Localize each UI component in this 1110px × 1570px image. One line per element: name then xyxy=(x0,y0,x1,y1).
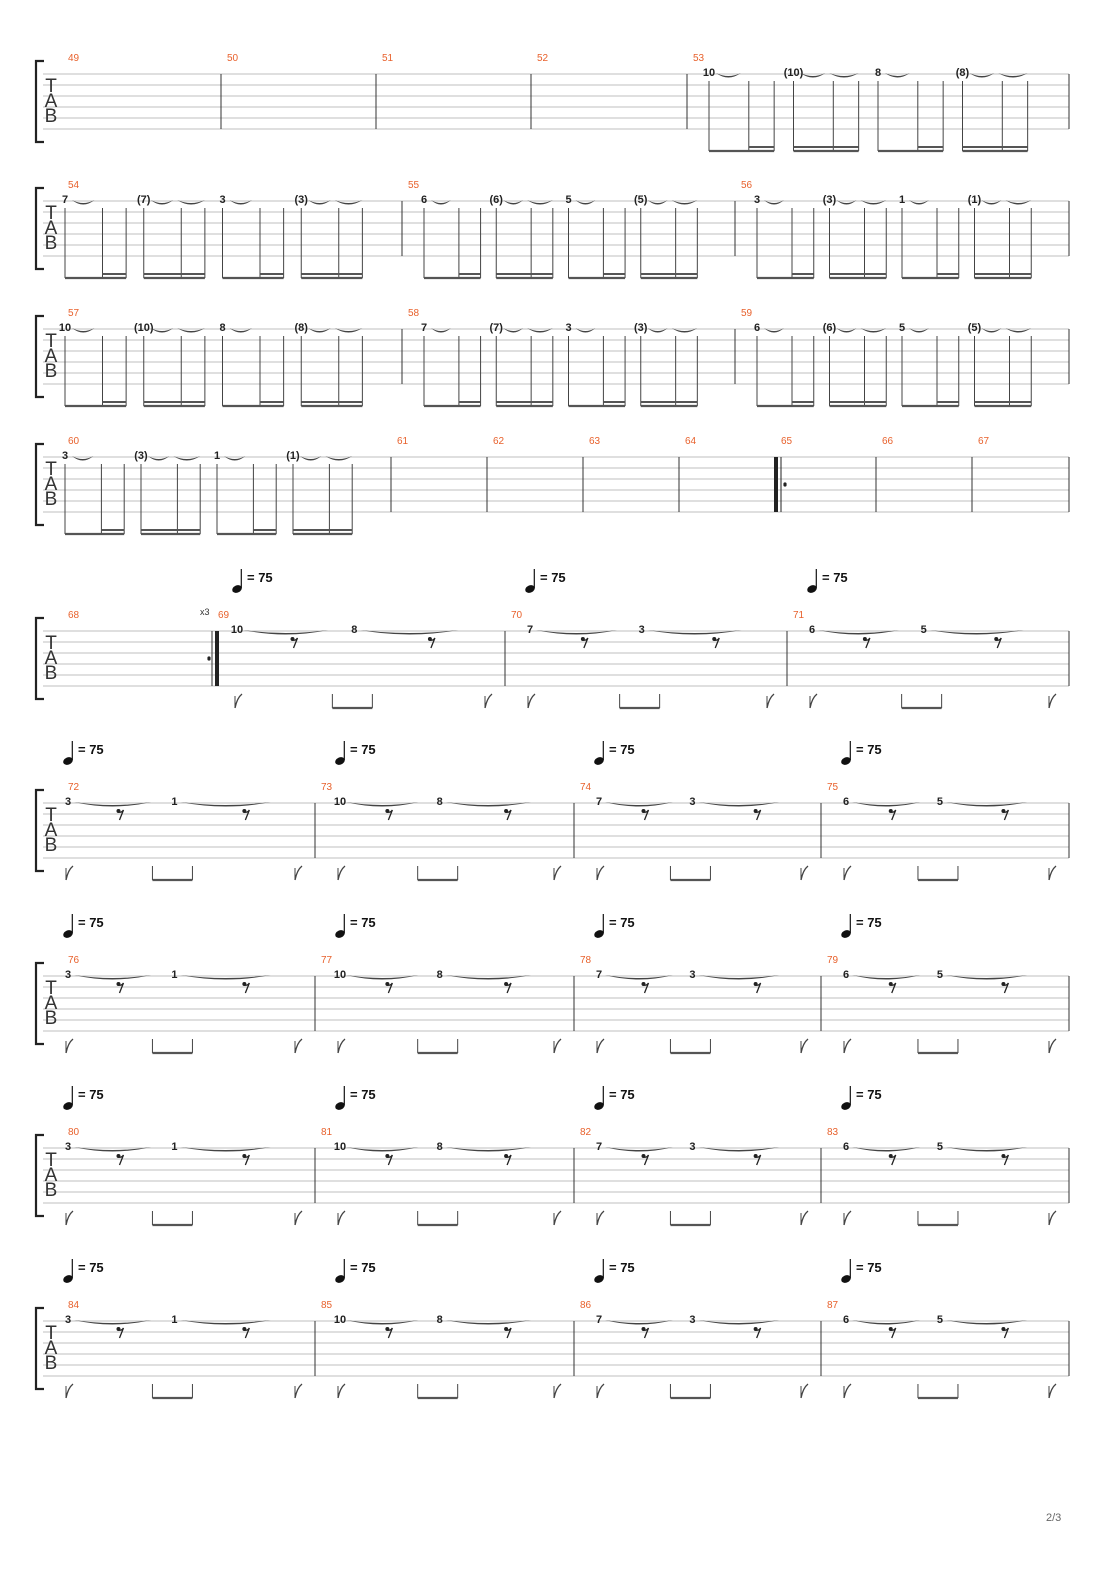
tab-clef-letter: A xyxy=(44,218,58,239)
measure xyxy=(408,180,735,278)
fret-number: 7 xyxy=(61,194,69,206)
system-bracket xyxy=(36,963,44,1044)
tempo-marking: = 75 xyxy=(609,742,635,757)
measure-number: 57 xyxy=(68,308,80,319)
tab-clef-letter: B xyxy=(44,663,58,684)
fret-number: 1 xyxy=(213,450,221,462)
note-flag xyxy=(767,694,774,708)
fret-number: 6 xyxy=(842,1314,850,1326)
measure xyxy=(408,308,735,406)
fret-number: 3 xyxy=(64,796,72,808)
fret-number: 8 xyxy=(436,1314,443,1326)
fret-number: 5 xyxy=(936,1314,944,1326)
measure xyxy=(580,1259,821,1398)
tempo-marking: = 75 xyxy=(350,1260,376,1275)
measure-number: 74 xyxy=(580,782,592,793)
tab-clef-letter: A xyxy=(44,91,58,112)
measure xyxy=(827,1086,1069,1225)
fret-number: 10 xyxy=(333,1141,347,1153)
measure-number: 64 xyxy=(685,436,697,447)
note-flag xyxy=(1049,866,1056,880)
staff-system xyxy=(36,741,1069,880)
system-bracket xyxy=(36,1308,44,1389)
note-flag xyxy=(801,866,808,880)
fret-number: 8 xyxy=(874,67,882,79)
fret-number: 5 xyxy=(920,624,927,636)
note-flag xyxy=(295,1384,302,1398)
measure-number: 62 xyxy=(493,436,505,447)
system-bracket xyxy=(36,61,44,142)
fret-number: 8 xyxy=(351,624,358,636)
tab-clef-letter: A xyxy=(44,1338,58,1359)
fret-number: 10 xyxy=(702,67,716,79)
measure-number: 81 xyxy=(321,1127,333,1138)
measure-number: 77 xyxy=(321,955,333,966)
measure xyxy=(321,1086,574,1225)
note-flag xyxy=(844,1384,851,1398)
note-flag xyxy=(597,1039,604,1053)
fret-number: 5 xyxy=(565,194,572,206)
measure-number: 67 xyxy=(978,436,990,447)
measure-number: 54 xyxy=(68,180,80,191)
note-flag xyxy=(554,1384,561,1398)
measure xyxy=(321,914,574,1053)
fret-number: 3 xyxy=(219,194,226,206)
measure-number: 73 xyxy=(321,782,333,793)
fret-number: 6 xyxy=(753,322,761,334)
tab-clef-letter: T xyxy=(45,331,57,352)
measure-number: 68 xyxy=(68,610,80,621)
tab-clef-letter: T xyxy=(45,633,57,654)
fret-number: 6 xyxy=(842,1141,850,1153)
note-flag xyxy=(1049,694,1056,708)
tab-clef-letter: A xyxy=(44,346,58,367)
tab-clef-letter: A xyxy=(44,648,58,669)
fret-number: 5 xyxy=(936,969,944,981)
fret-number: 1 xyxy=(898,194,906,206)
measure xyxy=(59,308,402,406)
fret-number: 8 xyxy=(436,1141,443,1153)
fret-number: (10) xyxy=(783,67,804,79)
staff-system xyxy=(36,914,1069,1053)
tab-clef-letter: B xyxy=(44,489,58,510)
measure xyxy=(793,569,1069,708)
system-bracket xyxy=(36,444,44,525)
tempo-marking: = 75 xyxy=(609,1260,635,1275)
tempo-marking: = 75 xyxy=(247,570,273,585)
measure-number: 60 xyxy=(68,436,80,447)
note-flag xyxy=(235,694,242,708)
repeat-start-barline xyxy=(774,457,778,512)
measure xyxy=(580,741,821,880)
fret-number: 1 xyxy=(171,796,178,808)
tab-clef-letter: B xyxy=(44,106,58,127)
fret-number: (7) xyxy=(489,322,503,334)
note-flag xyxy=(338,1384,345,1398)
fret-number: 3 xyxy=(64,1141,72,1153)
tab-clef-letter: A xyxy=(44,474,58,495)
measure-number: 80 xyxy=(68,1127,80,1138)
system-bracket xyxy=(36,188,44,269)
note-flag xyxy=(1049,1211,1056,1225)
system-bracket xyxy=(36,790,44,871)
fret-number: 5 xyxy=(936,1141,944,1153)
measure xyxy=(62,436,391,534)
measure xyxy=(511,569,787,708)
measure-number: 71 xyxy=(793,610,805,621)
tempo-marking: = 75 xyxy=(78,915,104,930)
note-flag xyxy=(844,1211,851,1225)
note-flag xyxy=(597,1211,604,1225)
tempo-marking: = 75 xyxy=(350,915,376,930)
measure-number: 49 xyxy=(68,53,80,64)
tab-clef-letter: T xyxy=(45,203,57,224)
fret-number: 1 xyxy=(171,1314,178,1326)
tab-clef-letter: B xyxy=(44,233,58,254)
staff-system xyxy=(36,53,1069,151)
note-flag xyxy=(597,866,604,880)
fret-number: (3) xyxy=(822,194,837,206)
fret-number: 7 xyxy=(595,1141,603,1153)
tab-clef-letter: T xyxy=(45,1150,57,1171)
system-bracket xyxy=(36,316,44,397)
measure-number: 75 xyxy=(827,782,839,793)
fret-number: 3 xyxy=(64,1314,72,1326)
measure-number: 83 xyxy=(827,1127,839,1138)
tempo-marking: = 75 xyxy=(350,742,376,757)
repeat-count: x3 xyxy=(200,607,210,617)
tempo-marking: = 75 xyxy=(540,570,566,585)
staff-system xyxy=(36,436,1069,534)
fret-number: 1 xyxy=(171,1141,178,1153)
tempo-marking: = 75 xyxy=(609,1087,635,1102)
fret-number: 6 xyxy=(842,969,850,981)
measure-number: 72 xyxy=(68,782,80,793)
note-flag xyxy=(810,694,817,708)
tab-clef-letter: A xyxy=(44,993,58,1014)
fret-number: 5 xyxy=(936,796,944,808)
measure-number: 85 xyxy=(321,1300,333,1311)
staff-system xyxy=(36,180,1069,278)
fret-number: 1 xyxy=(171,969,178,981)
measure-number: 78 xyxy=(580,955,592,966)
tempo-marking: = 75 xyxy=(856,742,882,757)
note-flag xyxy=(295,866,302,880)
fret-number: 7 xyxy=(595,1314,603,1326)
fret-number: 8 xyxy=(219,322,226,334)
fret-number: 6 xyxy=(420,194,428,206)
fret-number: (3) xyxy=(634,322,648,334)
measure xyxy=(827,741,1069,880)
tab-clef-letter: B xyxy=(44,361,58,382)
fret-number: 3 xyxy=(689,1141,696,1153)
fret-number: (6) xyxy=(822,322,837,334)
measure xyxy=(62,741,315,880)
note-flag xyxy=(295,1211,302,1225)
measure-number: 63 xyxy=(589,436,601,447)
measure xyxy=(62,1259,315,1398)
system-bracket xyxy=(36,618,44,699)
staff-system xyxy=(36,308,1069,406)
system-bracket xyxy=(36,1135,44,1216)
note-flag xyxy=(1049,1039,1056,1053)
fret-number: 8 xyxy=(436,796,443,808)
fret-number: 10 xyxy=(333,796,347,808)
tab-clef-letter: B xyxy=(44,835,58,856)
note-flag xyxy=(844,866,851,880)
tab-clef-letter: T xyxy=(45,805,57,826)
note-flag xyxy=(66,1039,73,1053)
fret-number: 6 xyxy=(808,624,816,636)
fret-number: 3 xyxy=(64,969,72,981)
measure-number: 76 xyxy=(68,955,80,966)
measure-number: 59 xyxy=(741,308,753,319)
fret-number: 3 xyxy=(638,624,645,636)
measure xyxy=(321,741,574,880)
fret-number: 10 xyxy=(333,969,347,981)
fret-number: (3) xyxy=(294,194,308,206)
fret-number: 7 xyxy=(595,796,603,808)
tab-clef-letter: A xyxy=(44,1165,58,1186)
measure-number: 84 xyxy=(68,1300,80,1311)
fret-number: 8 xyxy=(436,969,443,981)
fret-number: 3 xyxy=(689,796,696,808)
fret-number: (8) xyxy=(294,322,308,334)
fret-number: 3 xyxy=(753,194,761,206)
note-flag xyxy=(66,1384,73,1398)
fret-number: (8) xyxy=(955,67,970,79)
fret-number: (5) xyxy=(967,322,982,334)
note-flag xyxy=(554,866,561,880)
measure xyxy=(68,607,219,686)
note-flag xyxy=(801,1384,808,1398)
measure-number: 79 xyxy=(827,955,839,966)
tempo-marking: = 75 xyxy=(350,1087,376,1102)
note-flag xyxy=(66,1211,73,1225)
tab-clef-letter: B xyxy=(44,1353,58,1374)
note-flag xyxy=(554,1211,561,1225)
tempo-marking: = 75 xyxy=(822,570,848,585)
measure xyxy=(827,914,1069,1053)
tempo-marking: = 75 xyxy=(78,742,104,757)
measure-number: 65 xyxy=(781,436,793,447)
measure xyxy=(62,914,315,1053)
measure-number: 82 xyxy=(580,1127,592,1138)
fret-number: 10 xyxy=(230,624,244,636)
page-number: 2/3 xyxy=(1046,1512,1062,1524)
note-flag xyxy=(485,694,492,708)
fret-number: (10) xyxy=(133,322,154,334)
measure-number: 51 xyxy=(382,53,394,64)
fret-number: (3) xyxy=(134,450,148,462)
measure-number: 66 xyxy=(882,436,894,447)
fret-number: (5) xyxy=(634,194,648,206)
measure-number: 53 xyxy=(693,53,705,64)
measure xyxy=(62,1086,315,1225)
fret-number: 3 xyxy=(689,1314,696,1326)
tab-clef-letter: A xyxy=(44,820,58,841)
measure-number: 87 xyxy=(827,1300,839,1311)
note-flag xyxy=(338,1211,345,1225)
measure xyxy=(693,53,1069,151)
measure xyxy=(218,569,505,708)
tempo-marking: = 75 xyxy=(78,1087,104,1102)
repeat-dot xyxy=(783,483,786,486)
staff-system xyxy=(36,569,1069,708)
tab-clef-letter: T xyxy=(45,459,57,480)
fret-number: (7) xyxy=(137,194,151,206)
measure xyxy=(741,180,1069,278)
note-flag xyxy=(597,1384,604,1398)
fret-number: (6) xyxy=(489,194,503,206)
measure-number: 56 xyxy=(741,180,753,191)
fret-number: (1) xyxy=(286,450,300,462)
note-flag xyxy=(801,1039,808,1053)
tempo-marking: = 75 xyxy=(856,1087,882,1102)
tempo-marking: = 75 xyxy=(78,1260,104,1275)
measure-number: 58 xyxy=(408,308,420,319)
note-flag xyxy=(338,866,345,880)
note-flag xyxy=(844,1039,851,1053)
fret-number: 6 xyxy=(842,796,850,808)
measure-number: 70 xyxy=(511,610,523,621)
fret-number: 7 xyxy=(526,624,534,636)
note-flag xyxy=(295,1039,302,1053)
tab-clef-letter: T xyxy=(45,1323,57,1344)
measure-number: 52 xyxy=(537,53,549,64)
tab-clef-letter: B xyxy=(44,1008,58,1029)
fret-number: 5 xyxy=(898,322,906,334)
fret-number: 10 xyxy=(333,1314,347,1326)
tab-clef-letter: T xyxy=(45,76,57,97)
measure xyxy=(62,180,402,278)
fret-number: 3 xyxy=(689,969,696,981)
measure-number: 55 xyxy=(408,180,420,191)
staff-system xyxy=(36,1086,1069,1225)
measure xyxy=(827,1259,1069,1398)
repeat-dot xyxy=(207,657,210,660)
tab-clef-letter: T xyxy=(45,978,57,999)
note-flag xyxy=(528,694,535,708)
measure xyxy=(741,308,1069,406)
measure-number: 86 xyxy=(580,1300,592,1311)
fret-number: (1) xyxy=(967,194,982,206)
tempo-marking: = 75 xyxy=(856,915,882,930)
tempo-marking: = 75 xyxy=(856,1260,882,1275)
repeat-end-barline xyxy=(215,631,219,686)
tempo-marking: = 75 xyxy=(609,915,635,930)
measure xyxy=(580,1086,821,1225)
note-flag xyxy=(801,1211,808,1225)
fret-number: 3 xyxy=(565,322,572,334)
fret-number: 3 xyxy=(61,450,69,462)
fret-number: 7 xyxy=(595,969,603,981)
note-flag xyxy=(338,1039,345,1053)
staff-system xyxy=(36,1259,1069,1398)
measure xyxy=(580,914,821,1053)
note-flag xyxy=(554,1039,561,1053)
measure xyxy=(321,1259,574,1398)
fret-number: 10 xyxy=(58,322,72,334)
fret-number: 7 xyxy=(420,322,428,334)
measure-number: 50 xyxy=(227,53,239,64)
measure-number: 61 xyxy=(397,436,409,447)
measure-number: 69 xyxy=(218,610,230,621)
tab-clef-letter: B xyxy=(44,1180,58,1201)
note-flag xyxy=(66,866,73,880)
note-flag xyxy=(1049,1384,1056,1398)
